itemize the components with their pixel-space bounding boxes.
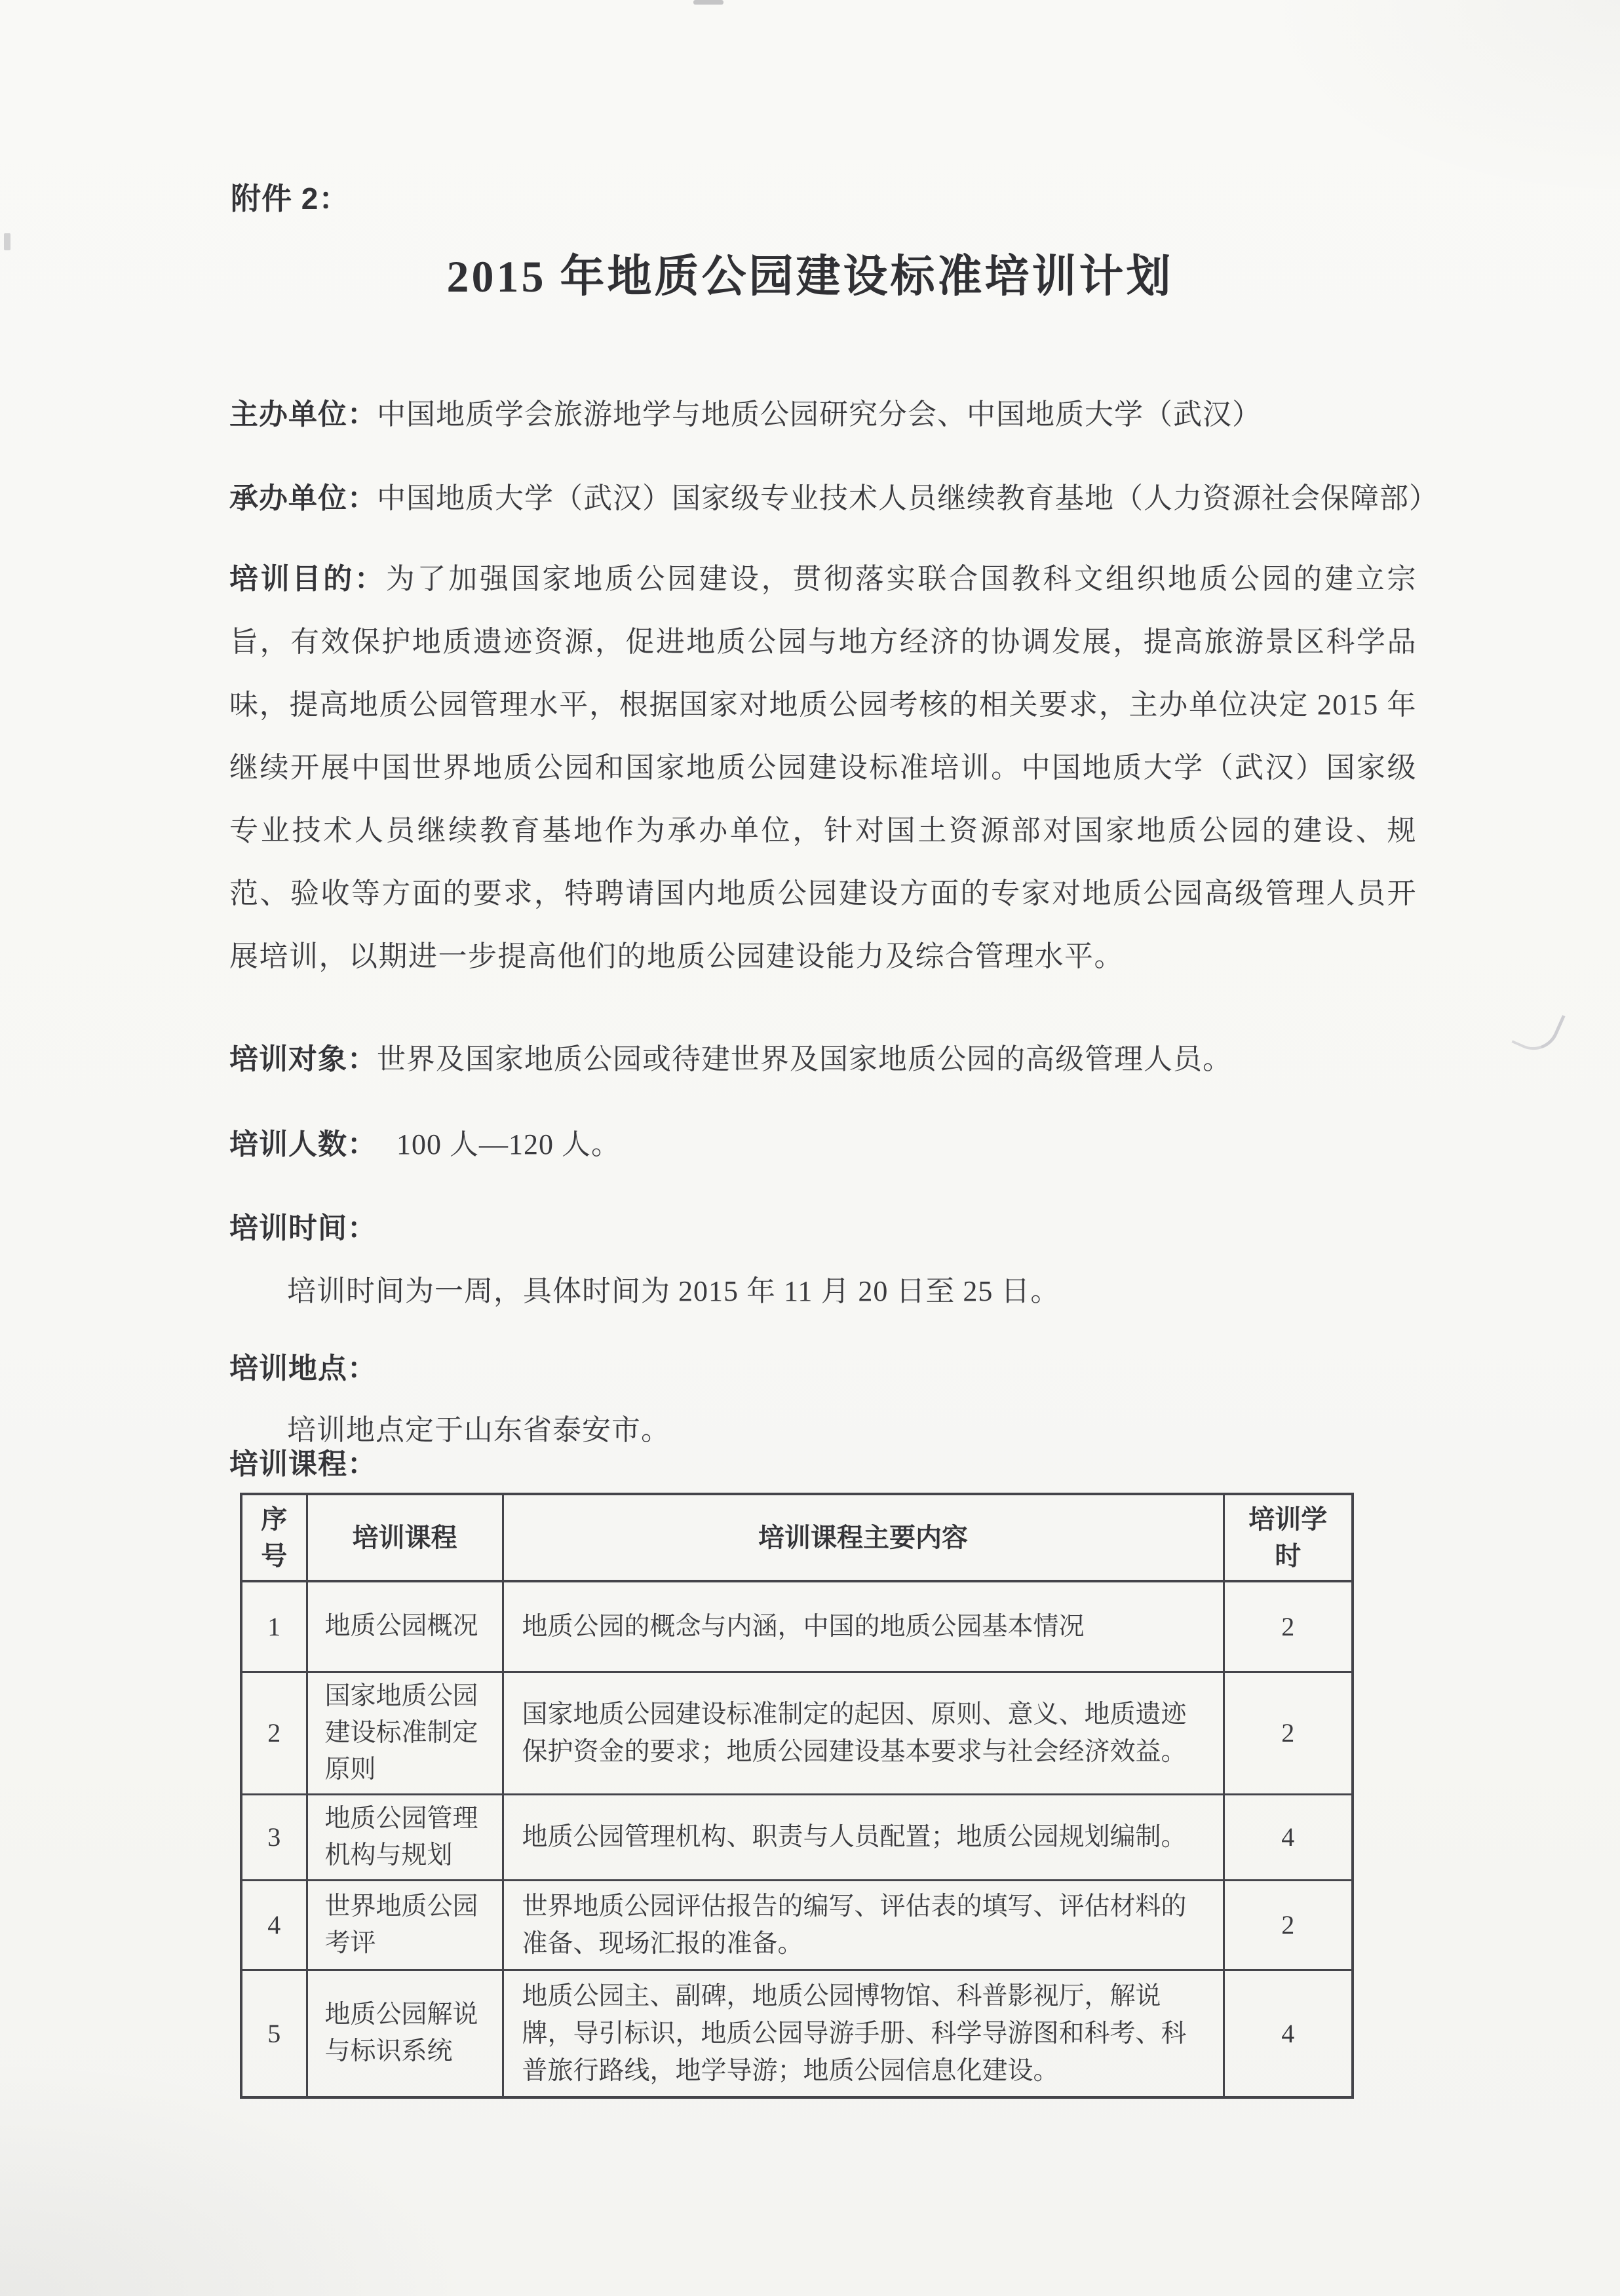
training-audience-line: [229, 1039, 1232, 1080]
organizer-unit-line: [229, 478, 1438, 519]
cell-hours: 2: [1224, 1880, 1353, 1970]
cell-hours: 2: [1224, 1672, 1353, 1794]
training-headcount-label: 培训人数：: [229, 1128, 377, 1160]
cell-course: 地质公园解说与标识系统: [307, 1970, 503, 2097]
training-venue-value: 培训地点定于山东省泰安市。: [287, 1414, 670, 1446]
attachment-label: 附件 2：: [231, 182, 350, 216]
organizer-unit-label: 承办单位：: [229, 482, 377, 514]
training-time-value: 培训时间为一周，具体时间为 2015 年 11 月 20 日至 25 日。: [287, 1275, 1060, 1307]
table-row: [241, 1794, 1353, 1880]
organizer-unit-value: 中国地质大学（武汉）国家级专业技术人员继续教育基地（人力资源社会保障部）: [377, 482, 1438, 514]
cell-no: 1: [241, 1581, 307, 1672]
host-unit-line: [229, 394, 1262, 435]
column-header: 培训学时: [1224, 1494, 1353, 1581]
column-header: 培训课程: [307, 1494, 503, 1581]
host-unit-label: 主办单位：: [229, 398, 377, 430]
table-row: [241, 1970, 1353, 2097]
host-unit-value: 中国地质学会旅游地学与地质公园研究分会、中国地质大学（武汉）: [377, 398, 1262, 430]
scan-smudge-mark: [1511, 1001, 1565, 1058]
cell-hours: 2: [1224, 1581, 1353, 1672]
scan-speck-top: [693, 0, 723, 5]
cell-no: 2: [241, 1672, 307, 1794]
cell-hours: 4: [1224, 1970, 1353, 2097]
training-purpose-text: 为了加强国家地质公园建设，贯彻落实联合国教科文组织地质公园的建立宗旨，有效保护地质遗迹资源，促进地质公园与地方经济的协调发展，提高旅游景区科学品味，提高地质公园管理水平，根据国家对地质公园考核的相关要求，主办单位决定 2015 年继续开展中国世界地质公园和国家地质公园建设标准培训。中国地质大学（武汉）国家级专业技术人员继续教育基地作为承办单位，针对国土资源部对国家地质公园的建设、规范、验收等方面的要求，特聘请国内地质公园建设方面的专家对地质公园高级管理人员开展培训，以期进一步提高他们的地质公园建设能力及综合管理水平。: [229, 563, 1417, 972]
cell-content: 地质公园主、副碑，地质公园博物馆、科普影视厅，解说牌，导引标识，地质公园导游手册、科学导游图和科考、科普旅行路线，地学导游；地质公园信息化建设。: [503, 1970, 1224, 2097]
page-title: 2015 年地质公园建设标准培训计划: [446, 252, 1174, 301]
cell-content: 地质公园管理机构、职责与人员配置；地质公园规划编制。: [503, 1794, 1224, 1880]
cell-no: 5: [241, 1970, 307, 2097]
table-row: [241, 1672, 1353, 1794]
training-venue-label: 培训地点：: [229, 1352, 377, 1385]
training-purpose-paragraph: [229, 548, 1417, 988]
cell-content: 地质公园的概念与内涵，中国的地质公园基本情况: [503, 1581, 1224, 1672]
cell-course: 地质公园管理机构与规划: [307, 1794, 503, 1880]
training-purpose-label: 培训目的：: [229, 563, 386, 595]
cell-content: 国家地质公园建设标准制定的起因、原则、意义、地质遗迹保护资金的要求；地质公园建设基本要求与社会经济效益。: [503, 1672, 1224, 1794]
courses-table: [240, 1493, 1354, 2099]
cell-no: 3: [241, 1794, 307, 1880]
table-row: [241, 1880, 1353, 1970]
cell-content: 世界地质公园评估报告的编写、评估表的填写、评估材料的准备、现场汇报的准备。: [503, 1880, 1224, 1970]
column-header: 培训课程主要内容: [503, 1494, 1224, 1581]
training-audience-label: 培训对象：: [229, 1043, 377, 1075]
training-courses-label: 培训课程：: [229, 1448, 377, 1480]
training-audience-value: 世界及国家地质公园或待建世界及国家地质公园的高级管理人员。: [377, 1043, 1232, 1075]
training-time-label: 培训时间：: [229, 1212, 377, 1244]
cell-no: 4: [241, 1880, 307, 1970]
cell-course: 国家地质公园建设标准制定原则: [307, 1672, 503, 1794]
cell-hours: 4: [1224, 1794, 1353, 1880]
training-headcount-value: 100 人—120 人。: [396, 1128, 621, 1160]
courses-table-body: [241, 1581, 1353, 2097]
cell-course: 世界地质公园考评: [307, 1880, 503, 1970]
scan-speck-left: [4, 233, 10, 250]
table-header-row: [241, 1494, 1353, 1581]
column-header: 序号: [241, 1494, 307, 1581]
cell-course: 地质公园概况: [307, 1581, 503, 1672]
table-row: [241, 1581, 1353, 1672]
training-headcount-line: [229, 1124, 621, 1165]
